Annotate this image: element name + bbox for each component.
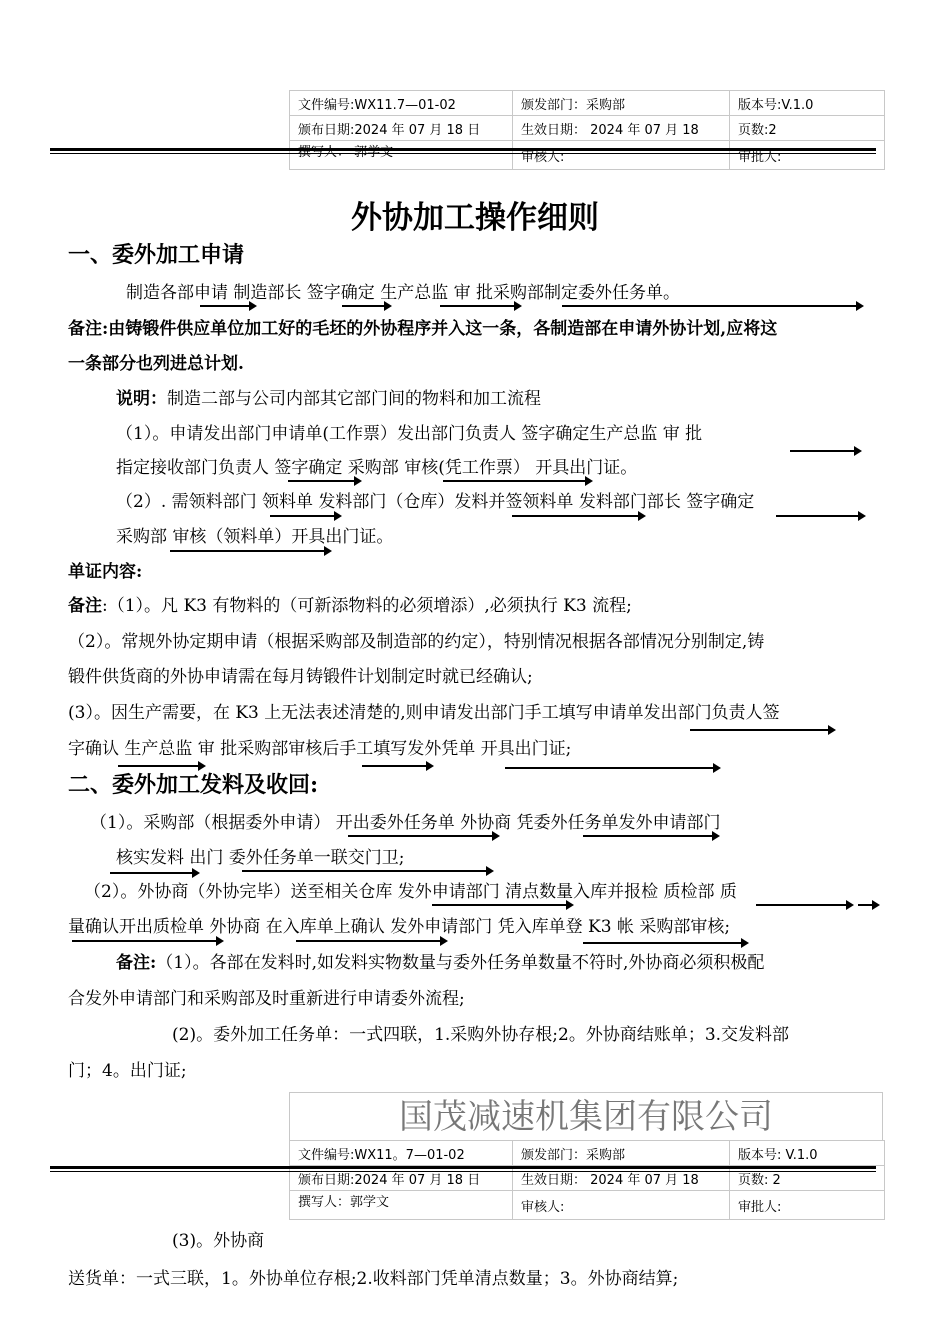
version-number: 版本号:V.1.0 [730, 91, 885, 116]
arrow-4 [562, 305, 862, 307]
issue-date-2: 颁布日期:2024 年 07 月 18 日 [290, 1166, 513, 1191]
arrow-2 [342, 305, 390, 307]
issue-department: 颁发部门：采购部 [513, 91, 730, 116]
company-name: 国茂减速机集团有限公司 [289, 1092, 883, 1140]
s2-item2-line1: （2）。外协商（外协完毕）送至相关仓库 发外申请部门 清点数量入库并报检 质检部 质 [84, 882, 737, 902]
voucher-note-1 [68, 591, 632, 616]
s1-flow: 制造各部申请 制造部长 签字确定 生产总监 审 批采购部制定委外任务单。 [126, 283, 681, 303]
arrow-16 [348, 835, 498, 837]
arrow-22 [858, 904, 878, 906]
s1-item1-line2: 指定接收部门负责人 签字确定 采购部 审核(凭工作票） 开具出门证。 [116, 458, 638, 478]
arrow-11 [170, 550, 330, 552]
reviewer-2: 审核人: [513, 1191, 730, 1220]
arrow-25 [583, 942, 747, 944]
arrow-19 [242, 870, 492, 872]
arrow-15 [505, 767, 719, 769]
arrow-13 [118, 765, 204, 767]
s2-item1-line2: 核实发料 出门 委外任务单一联交门卫; [116, 848, 405, 868]
s1-note-line1: 备注:由铸锻件供应单位加工好的毛坯的外协程序并入这一条，各制造部在申请外协计划,应将这 [68, 319, 778, 339]
s1-explain [116, 384, 541, 409]
arrow-12 [690, 729, 834, 731]
arrow-8 [270, 515, 340, 517]
s2-note-2-line2: 门；4。出门证; [68, 1061, 187, 1081]
doc-number-2: 文件编号:WX11。7—01-02 [290, 1141, 513, 1166]
reviewer: 审核人: [513, 141, 730, 170]
page-count: 页数:2 [730, 116, 885, 141]
document-header-table-2 [289, 1140, 885, 1220]
s2-note-1-text: （1）。各部在发料时,如发料实物数量与委外任务单数量不符时,外协商必须积极配 [156, 953, 765, 973]
arrow-5 [790, 450, 860, 452]
explain-label: 说明： [116, 389, 167, 409]
arrow-23 [72, 940, 222, 942]
arrow-7 [443, 480, 591, 482]
explain-text: 制造二部与公司内部其它部门间的物料和加工流程 [167, 389, 541, 409]
arrow-14 [362, 765, 432, 767]
arrow-6 [288, 480, 360, 482]
issue-department-2: 颁发部门：采购部 [513, 1141, 730, 1166]
effective-date-2: 生效日期： 2024 年 07 月 18 [513, 1166, 730, 1191]
s1-note-line2: 一条部分也列进总计划. [68, 354, 244, 374]
s1-item1-line1: （1）。申请发出部门申请单(工作票）发出部门负责人 签字确定生产总监 审 批 [116, 424, 703, 444]
s1-item2-line1: （2）. 需领料部门 领料单 发料部门（仓库）发料并签领料单 发料部门部长 签字确定 [116, 492, 755, 512]
arrow-18 [110, 872, 198, 874]
header-rule-thin-2 [50, 1171, 876, 1172]
s2-item2-line2: 量确认开出质检单 外协商 在入库单上确认 发外申请部门 凭入库单登 K3 帐 采购部审核; [68, 917, 731, 937]
header-rule-thick [50, 148, 876, 151]
version-number-2: 版本号: V.1.0 [730, 1141, 885, 1166]
document-title: 外协加工操作细则 [351, 200, 599, 236]
s2-note-1-line2: 合发外申请部门和采购部及时重新进行申请委外流程; [68, 989, 465, 1009]
s2-note-label: 备注: [116, 953, 157, 973]
arrow-9 [512, 515, 644, 517]
vouchers-label: 单证内容: [68, 562, 143, 582]
voucher-note-2-line1: （2）。常规外协定期申请（根据采购部及制造部的约定），特别情况根据各部情况分别制定,铸 [68, 632, 765, 652]
arrow-20 [432, 904, 572, 906]
s2-note-1-line1 [116, 948, 764, 973]
arrow-3 [440, 305, 520, 307]
document-header-table [289, 90, 885, 170]
s2-item1-line1: （1）。采购部（根据委外申请） 开出委外任务单 外协商 凭委外任务单发外申请部门 [90, 813, 721, 833]
arrow-10 [776, 515, 864, 517]
voucher-note-3-line1: (3）。因生产需要，在 K3 上无法表述清楚的,则申请发出部门手工填写申请单发出部门负责人签 [68, 703, 780, 723]
author-2: 撰写人：郭学文 [290, 1191, 513, 1220]
section-1-heading: 一、委外加工申请 [68, 242, 245, 268]
s2-note-2-line1: (2)。委外加工任务单：一式四联，1.采购外协存根;2。外协商结账单；3.交发料部 [172, 1025, 790, 1045]
s3-line2: 送货单：一式三联，1。外协单位存根;2.收料部门凭单清点数量；3。外协商结算; [68, 1269, 679, 1289]
section-2-heading: 二、委外加工发料及收回: [68, 772, 319, 798]
s3-line1: (3)。外协商 [172, 1231, 265, 1251]
doc-number: 文件编号:WX11.7—01-02 [290, 91, 513, 116]
effective-date: 生效日期： 2024 年 07 月 18 [513, 116, 730, 141]
header-rule-thick-2 [50, 1166, 876, 1169]
arrow-21 [756, 904, 852, 906]
s1-item2-line2: 采购部 审核（领料单）开具出门证。 [116, 527, 394, 547]
voucher-note-2-line2: 锻件供货商的外协申请需在每月铸锻件计划制定时就已经确认; [68, 667, 533, 687]
voucher-note-1-text: :（1）。凡 K3 有物料的（可新添物料的必须增添）,必须执行 K3 流程; [102, 596, 632, 616]
arrow-17 [583, 835, 718, 837]
voucher-note-3-line2: 字确认 生产总监 审 批采购部审核后手工填写发外凭单 开具出门证; [68, 739, 572, 759]
approver-2: 审批人: [730, 1191, 885, 1220]
voucher-note-label: 备注 [68, 596, 102, 616]
arrow-24 [296, 940, 446, 942]
page-count-2: 页数: 2 [730, 1166, 885, 1191]
author: 撰写人： 郭学文 [290, 141, 513, 170]
arrow-1 [200, 305, 255, 307]
header-rule-thin [50, 153, 876, 154]
issue-date: 颁布日期:2024 年 07 月 18 日 [290, 116, 513, 141]
approver: 审批人: [730, 141, 885, 170]
